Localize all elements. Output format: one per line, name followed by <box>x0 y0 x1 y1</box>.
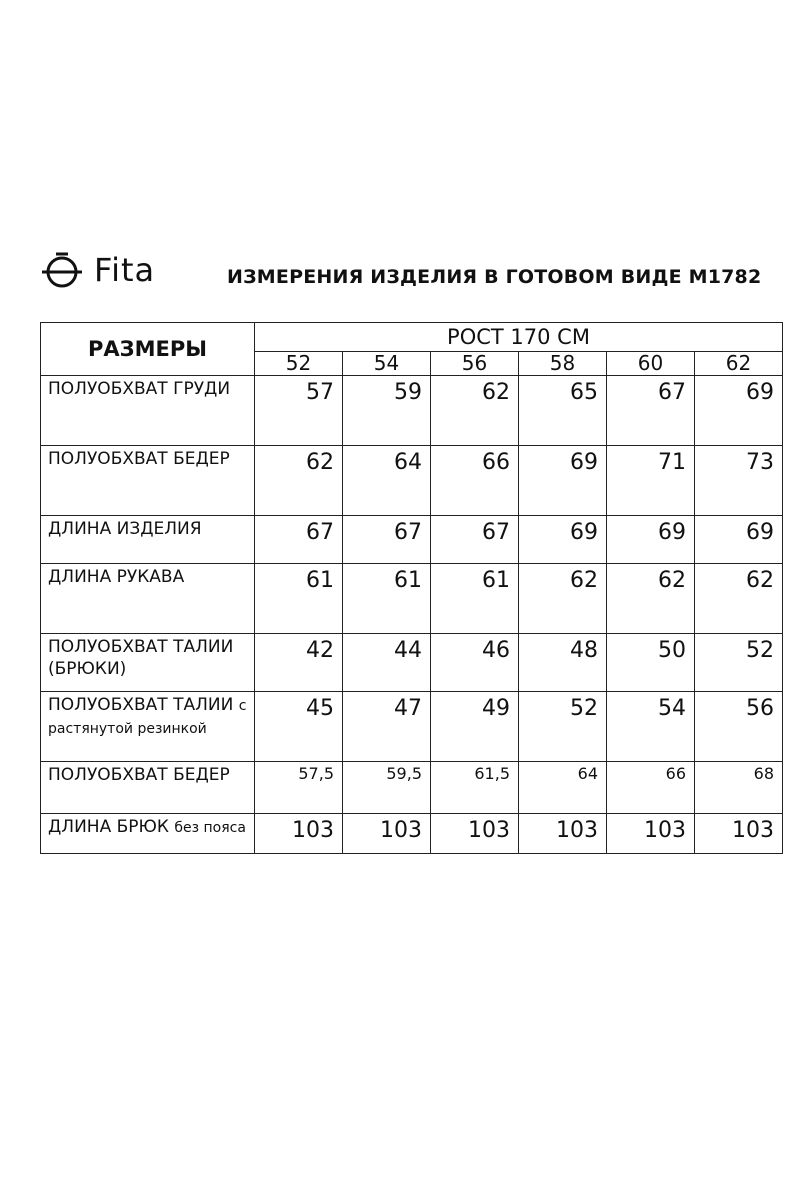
row-label <box>41 762 255 814</box>
value-cell: 59 <box>343 376 431 446</box>
value-cell: 69 <box>519 516 607 564</box>
table-row <box>41 634 783 692</box>
row-label <box>41 634 255 692</box>
value-cell: 57 <box>255 376 343 446</box>
value-cell: 103 <box>343 814 431 854</box>
value-cell: 64 <box>343 446 431 516</box>
table-row <box>41 564 783 634</box>
value-cell: 66 <box>607 762 695 814</box>
value-cell: 64 <box>519 762 607 814</box>
table-row <box>41 516 783 564</box>
size-header-cell: 56 <box>431 352 519 376</box>
value-cell: 67 <box>343 516 431 564</box>
value-cell: 67 <box>255 516 343 564</box>
value-cell: 42 <box>255 634 343 692</box>
size-header-cell: 58 <box>519 352 607 376</box>
size-header-cell: 52 <box>255 352 343 376</box>
row-label-text: ДЛИНА БРЮК <box>48 817 169 837</box>
value-cell: 61 <box>255 564 343 634</box>
value-cell: 68 <box>695 762 783 814</box>
value-cell: 61 <box>431 564 519 634</box>
value-cell: 56 <box>695 692 783 762</box>
value-cell: 62 <box>431 376 519 446</box>
value-cell: 69 <box>607 516 695 564</box>
value-cell: 66 <box>431 446 519 516</box>
row-label <box>41 814 255 854</box>
value-cell: 61 <box>343 564 431 634</box>
table-row <box>41 814 783 854</box>
row-label <box>41 376 255 446</box>
table-row <box>41 692 783 762</box>
value-cell: 62 <box>255 446 343 516</box>
sizes-header-label: РАЗМЕРЫ <box>41 323 255 376</box>
value-cell: 62 <box>695 564 783 634</box>
value-cell: 103 <box>519 814 607 854</box>
height-header: РОСТ 170 СМ <box>255 323 783 352</box>
size-header-cell: 54 <box>343 352 431 376</box>
value-cell: 67 <box>607 376 695 446</box>
value-cell: 61,5 <box>431 762 519 814</box>
row-label-text: ПОЛУОБХВАТ ГРУДИ <box>48 379 231 399</box>
value-cell: 103 <box>607 814 695 854</box>
brand-logo <box>40 250 175 292</box>
table-row <box>41 376 783 446</box>
value-cell: 103 <box>695 814 783 854</box>
value-cell: 73 <box>695 446 783 516</box>
brand-name: Fita <box>94 251 156 289</box>
value-cell: 69 <box>519 446 607 516</box>
value-cell: 69 <box>695 516 783 564</box>
value-cell: 50 <box>607 634 695 692</box>
row-label-text: ПОЛУОБХВАТ БЕДЕР <box>48 765 230 785</box>
value-cell: 54 <box>607 692 695 762</box>
value-cell: 44 <box>343 634 431 692</box>
row-label-text: ПОЛУОБХВАТ ТАЛИИ <box>48 695 234 715</box>
value-cell: 62 <box>519 564 607 634</box>
row-label <box>41 692 255 762</box>
row-label-text: ПОЛУОБХВАТ БЕДЕР <box>48 449 230 469</box>
row-label-text: ДЛИНА РУКАВА <box>48 567 185 587</box>
row-label-text: ДЛИНА ИЗДЕЛИЯ <box>48 519 202 539</box>
row-label <box>41 446 255 516</box>
table-row <box>41 446 783 516</box>
value-cell: 45 <box>255 692 343 762</box>
value-cell: 48 <box>519 634 607 692</box>
value-cell: 47 <box>343 692 431 762</box>
value-cell: 71 <box>607 446 695 516</box>
value-cell: 57,5 <box>255 762 343 814</box>
row-label-text: ПОЛУОБХВАТ ТАЛИИ (БРЮКИ) <box>48 637 234 679</box>
value-cell: 103 <box>431 814 519 854</box>
row-label-note: с растянутой резинкой <box>48 698 247 737</box>
size-header-cell: 62 <box>695 352 783 376</box>
value-cell: 49 <box>431 692 519 762</box>
size-header-cell: 60 <box>607 352 695 376</box>
table-row <box>41 762 783 814</box>
value-cell: 46 <box>431 634 519 692</box>
row-label <box>41 516 255 564</box>
page-title: ИЗМЕРЕНИЯ ИЗДЕЛИЯ В ГОТОВОМ ВИДЕ М1782 <box>227 266 762 288</box>
fita-logo-icon <box>40 252 88 290</box>
value-cell: 52 <box>519 692 607 762</box>
value-cell: 52 <box>695 634 783 692</box>
size-table <box>40 322 783 854</box>
row-label <box>41 564 255 634</box>
row-label-note: без пояса <box>174 820 246 836</box>
value-cell: 62 <box>607 564 695 634</box>
value-cell: 67 <box>431 516 519 564</box>
value-cell: 69 <box>695 376 783 446</box>
value-cell: 59,5 <box>343 762 431 814</box>
value-cell: 103 <box>255 814 343 854</box>
value-cell: 65 <box>519 376 607 446</box>
